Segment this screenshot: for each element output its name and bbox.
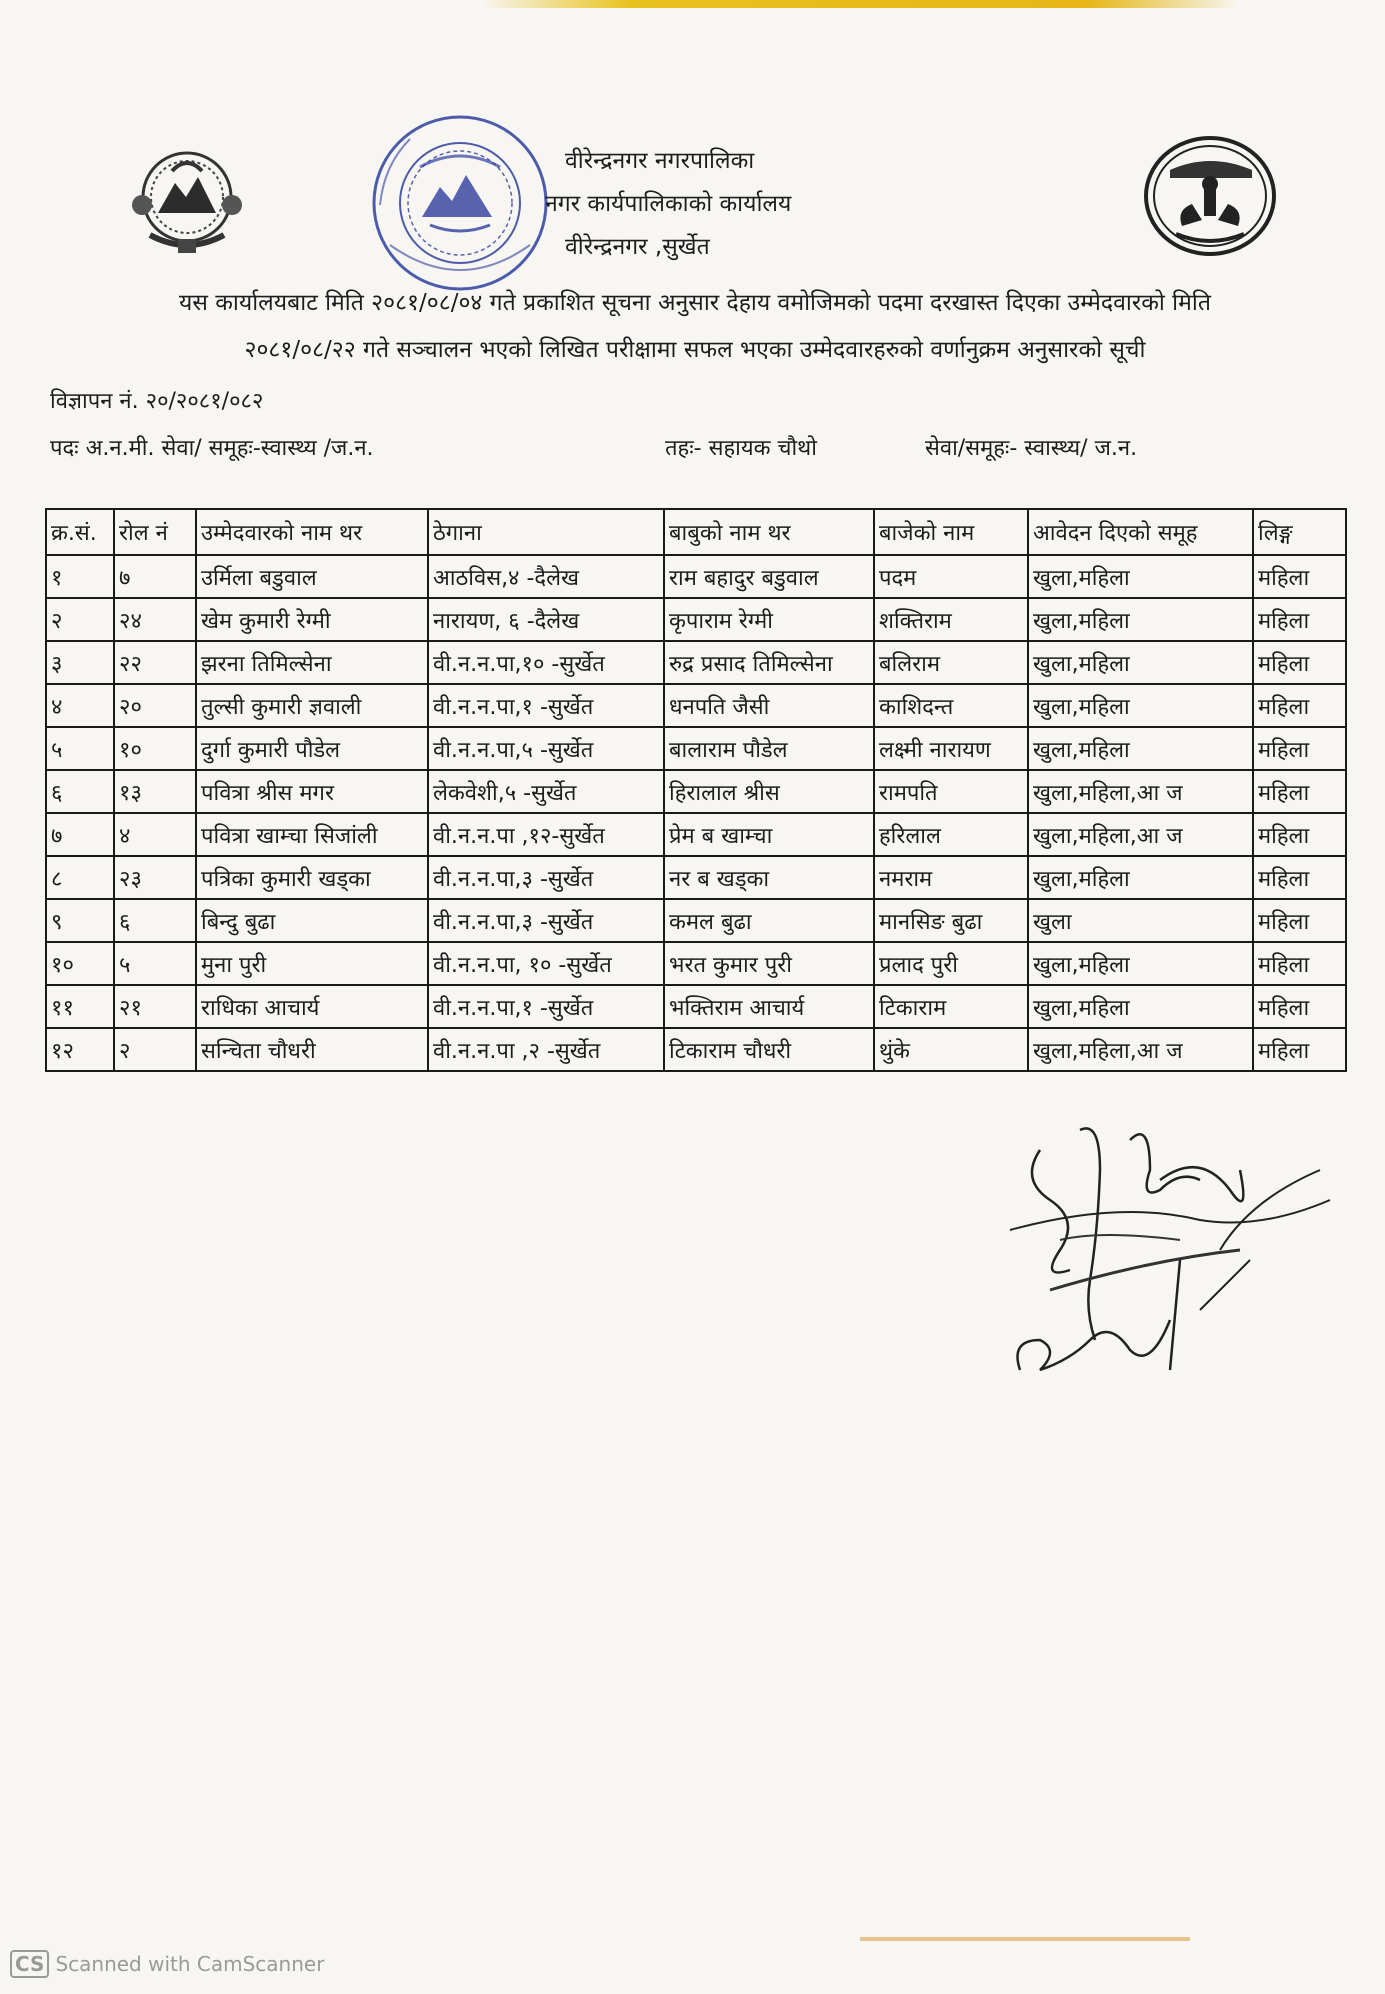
group-cell: खुला,महिला [1028, 684, 1253, 727]
notice-line-1: यस कार्यालयबाट मिति २०८१/०८/०४ गते प्रकाशित सूचना अनुसार देहाय वमोजिमको पदमा दरखास्त दिएका उम्मेदवारको मिति [179, 290, 1211, 316]
father-cell: प्रेम ब खाम्चा [664, 813, 874, 856]
roll-cell: २३ [114, 856, 196, 899]
address-cell: वी.न.न.पा ,१२-सुर्खेत [428, 813, 664, 856]
notice-line-2: २०८१/०८/२२ गते सञ्चालन भएको लिखित परीक्षामा सफल भएका उम्मेदवारहरुको वर्णानुक्रम अनुसारको सूची [244, 337, 1146, 363]
camscanner-icon: CS [10, 1950, 49, 1978]
post-service-group: पदः अ.न.मी. सेवा/ समूहः-स्वास्थ्य /ज.न. [50, 436, 374, 461]
gender-cell: महिला [1253, 598, 1346, 641]
father-cell: भक्तिराम आचार्य [664, 985, 874, 1028]
table-row [46, 641, 1346, 684]
name-cell: मुना पुरी [196, 942, 428, 985]
roll-cell: ७ [114, 555, 196, 598]
roll-cell: २२ [114, 641, 196, 684]
gender-cell: महिला [1253, 813, 1346, 856]
name-cell: पवित्रा खाम्चा सिजांली [196, 813, 428, 856]
header-serial: क्र.सं. [46, 509, 114, 555]
name-cell: तुल्सी कुमारी ज्ञवाली [196, 684, 428, 727]
gender-cell: महिला [1253, 684, 1346, 727]
roll-cell: १० [114, 727, 196, 770]
table-row [46, 598, 1346, 641]
name-cell: झरना तिमिल्सेना [196, 641, 428, 684]
address-cell: वी.न.न.पा, १० -सुर्खेत [428, 942, 664, 985]
table-row [46, 985, 1346, 1028]
group-cell: खुला,महिला [1028, 598, 1253, 641]
father-cell: रुद्र प्रसाद तिमिल्सेना [664, 641, 874, 684]
roll-cell: ४ [114, 813, 196, 856]
roll-cell: ६ [114, 899, 196, 942]
office-stamp [360, 105, 560, 305]
address-cell: लेकवेशी,५ -सुर्खेत [428, 770, 664, 813]
serial-cell: २ [46, 598, 114, 641]
group-cell: खुला,महिला [1028, 985, 1253, 1028]
address-cell: वी.न.न.पा,१ -सुर्खेत [428, 684, 664, 727]
group-cell: खुला,महिला,आ ज [1028, 770, 1253, 813]
table-row [46, 942, 1346, 985]
grandfather-cell: रामपति [874, 770, 1028, 813]
roll-cell: २१ [114, 985, 196, 1028]
grandfather-cell: नमराम [874, 856, 1028, 899]
father-cell: भरत कुमार पुरी [664, 942, 874, 985]
address-cell: आठविस,४ -दैलेख [428, 555, 664, 598]
address-cell: वी.न.न.पा,१ -सुर्खेत [428, 985, 664, 1028]
gender-cell: महिला [1253, 856, 1346, 899]
candidate-results-table [45, 508, 1347, 1072]
group-cell: खुला,महिला,आ ज [1028, 1028, 1253, 1071]
table-row [46, 727, 1346, 770]
table-row [46, 856, 1346, 899]
roll-cell: २ [114, 1028, 196, 1071]
group-cell: खुला,महिला [1028, 727, 1253, 770]
name-cell: दुर्गा कुमारी पौडेल [196, 727, 428, 770]
roll-cell: २४ [114, 598, 196, 641]
header-gender: लिङ्ग [1253, 509, 1346, 555]
group-cell: खुला,महिला [1028, 856, 1253, 899]
group-cell: खुला,महिला [1028, 641, 1253, 684]
group-cell: खुला,महिला [1028, 555, 1253, 598]
post-level: तहः- सहायक चौथो [665, 436, 817, 461]
gender-cell: महिला [1253, 641, 1346, 684]
serial-cell: ११ [46, 985, 114, 1028]
name-cell: सन्चिता चौधरी [196, 1028, 428, 1071]
table-row [46, 684, 1346, 727]
header-roll-number: रोल नं [114, 509, 196, 555]
top-decorative-strip [480, 0, 1240, 8]
father-cell: बालाराम पौडेल [664, 727, 874, 770]
roll-cell: २० [114, 684, 196, 727]
name-cell: पवित्रा श्रीस मगर [196, 770, 428, 813]
serial-cell: ३ [46, 641, 114, 684]
office-location: वीरेन्द्रनगर ,सुर्खेत [565, 234, 710, 260]
grandfather-cell: काशिदन्त [874, 684, 1028, 727]
table-row [46, 899, 1346, 942]
name-cell: खेम कुमारी रेग्मी [196, 598, 428, 641]
name-cell: बिन्दु बुढा [196, 899, 428, 942]
header-father-name: बाबुको नाम थर [664, 509, 874, 555]
grandfather-cell: मानसिङ बुढा [874, 899, 1028, 942]
address-cell: वी.न.न.पा,१० -सुर्खेत [428, 641, 664, 684]
nepal-emblem-logo [120, 135, 255, 270]
father-cell: नर ब खड्का [664, 856, 874, 899]
table-row [46, 770, 1346, 813]
camscanner-watermark [10, 1950, 324, 1978]
gender-cell: महिला [1253, 899, 1346, 942]
father-cell: कृपाराम रेग्मी [664, 598, 874, 641]
municipality-logo [1140, 130, 1280, 265]
gender-cell: महिला [1253, 555, 1346, 598]
officer-signature [1000, 1110, 1350, 1470]
address-cell: वी.न.न.पा,५ -सुर्खेत [428, 727, 664, 770]
grandfather-cell: हरिलाल [874, 813, 1028, 856]
header-applied-group: आवेदन दिएको समूह [1028, 509, 1253, 555]
name-cell: उर्मिला बडुवाल [196, 555, 428, 598]
serial-cell: ४ [46, 684, 114, 727]
office-header [545, 140, 792, 269]
father-cell: राम बहादुर बडुवाल [664, 555, 874, 598]
address-cell: वी.न.न.पा ,२ -सुर्खेत [428, 1028, 664, 1071]
address-cell: वी.न.न.पा,३ -सुर्खेत [428, 856, 664, 899]
grandfather-cell: शक्तिराम [874, 598, 1028, 641]
header-candidate-name: उम्मेदवारको नाम थर [196, 509, 428, 555]
camscanner-label: Scanned with CamScanner [55, 1952, 325, 1976]
father-cell: धनपति जैसी [664, 684, 874, 727]
grandfather-cell: थुंके [874, 1028, 1028, 1071]
table-header-row [46, 509, 1346, 555]
gender-cell: महिला [1253, 727, 1346, 770]
serial-cell: ७ [46, 813, 114, 856]
gender-cell: महिला [1253, 985, 1346, 1028]
gender-cell: महिला [1253, 1028, 1346, 1071]
father-cell: टिकाराम चौधरी [664, 1028, 874, 1071]
roll-cell: ५ [114, 942, 196, 985]
header-address: ठेगाना [428, 509, 664, 555]
serial-cell: ८ [46, 856, 114, 899]
address-cell: नारायण, ६ -दैलेख [428, 598, 664, 641]
grandfather-cell: प्रलाद पुरी [874, 942, 1028, 985]
serial-cell: १ [46, 555, 114, 598]
grandfather-cell: टिकाराम [874, 985, 1028, 1028]
serial-cell: ९ [46, 899, 114, 942]
name-cell: राधिका आचार्य [196, 985, 428, 1028]
father-cell: कमल बुढा [664, 899, 874, 942]
father-cell: हिरालाल श्रीस [664, 770, 874, 813]
table-row [46, 1028, 1346, 1071]
table-row [46, 555, 1346, 598]
office-name: नगर कार्यपालिकाको कार्यालय [545, 191, 792, 217]
group-cell: खुला,महिला [1028, 942, 1253, 985]
grandfather-cell: पदम [874, 555, 1028, 598]
gender-cell: महिला [1253, 770, 1346, 813]
address-cell: वी.न.न.पा,३ -सुर्खेत [428, 899, 664, 942]
gender-cell: महिला [1253, 942, 1346, 985]
roll-cell: १३ [114, 770, 196, 813]
serial-cell: ५ [46, 727, 114, 770]
bottom-decorative-strip [860, 1937, 1190, 1941]
municipality-name: वीरेन्द्रनगर नगरपालिका [565, 148, 755, 174]
serial-cell: १० [46, 942, 114, 985]
advertisement-number: विज्ञापन नं. २०/२०८१/०८२ [50, 389, 264, 414]
header-grandfather-name: बाजेको नाम [874, 509, 1028, 555]
name-cell: पत्रिका कुमारी खड्का [196, 856, 428, 899]
grandfather-cell: बलिराम [874, 641, 1028, 684]
serial-cell: १२ [46, 1028, 114, 1071]
service-group: सेवा/समूहः- स्वास्थ्य/ ज.न. [925, 436, 1138, 461]
serial-cell: ६ [46, 770, 114, 813]
table-row [46, 813, 1346, 856]
grandfather-cell: लक्ष्मी नारायण [874, 727, 1028, 770]
group-cell: खुला [1028, 899, 1253, 942]
group-cell: खुला,महिला,आ ज [1028, 813, 1253, 856]
